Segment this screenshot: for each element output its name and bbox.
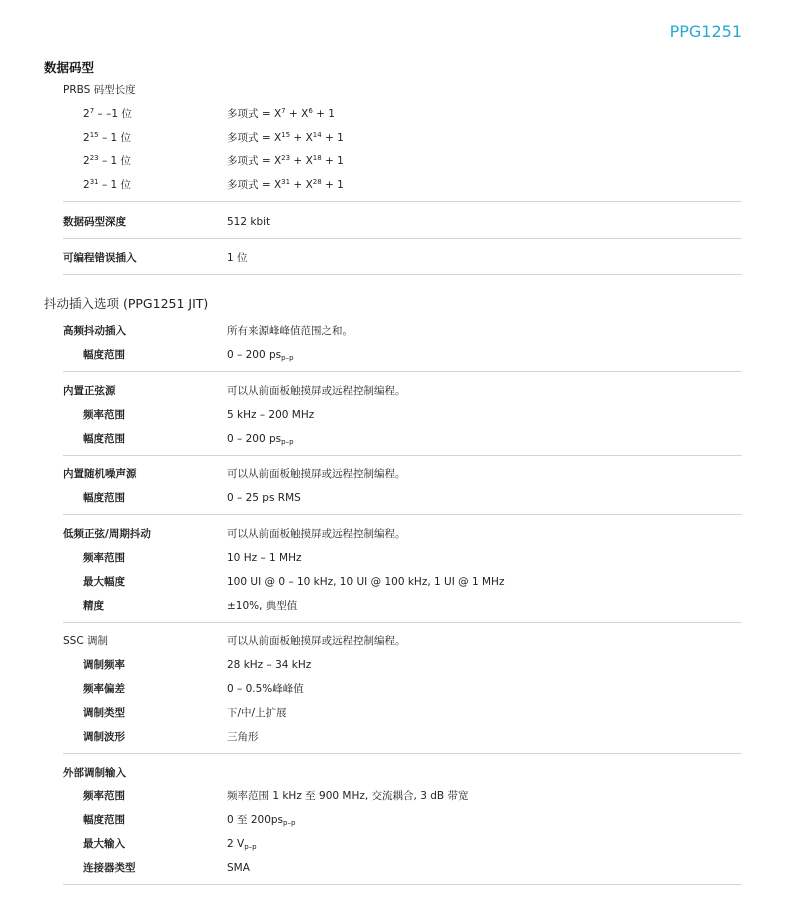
lf-acc-label: 精度 xyxy=(83,600,104,612)
prbs-length: $2^{23} - 1$ 位 xyxy=(83,154,132,167)
ssc-dev-value: 0 – 0.5%峰峰值 xyxy=(227,683,304,695)
sine-amp-row xyxy=(63,429,742,449)
prbs-row xyxy=(63,175,742,195)
section-title-jitter: 抖动插入选项 (PPG1251 JIT) xyxy=(44,296,209,311)
prbs-row xyxy=(63,151,742,171)
ext-freq-row xyxy=(63,786,742,806)
ext-max-value: 2 $V_{p-p}$ xyxy=(227,838,257,851)
ssc-freq-label: 调制频率 xyxy=(83,659,125,671)
ssc-freq-value: 28 kHz – 34 kHz xyxy=(227,659,312,671)
ext-conn-label: 连接器类型 xyxy=(83,862,136,874)
prbs-polynomial: 多项式 = $X^7 + X^6 + 1$ xyxy=(227,107,335,120)
prbs-polynomial: 多项式 = $X^{31} + X^{28} + 1$ xyxy=(227,178,344,191)
ssc-dev-row xyxy=(63,679,742,699)
prbs-length: $2^7 - -1$ 位 xyxy=(83,107,132,120)
noise-amp-row xyxy=(63,488,742,508)
prbs-length: $2^{15} - 1$ 位 xyxy=(83,131,132,144)
prbs-label: PRBS 码型长度 xyxy=(63,84,136,96)
ext-max-label: 最大输入 xyxy=(83,838,125,850)
hf-row xyxy=(63,321,742,341)
sine-row xyxy=(63,381,742,401)
depth-label: 数据码型深度 xyxy=(63,216,126,228)
noise-amp-value: 0 – 25 ps RMS xyxy=(227,492,301,504)
ext-amp-value: 0 至 $200ps_{p-p}$ xyxy=(227,814,296,827)
ext-conn-row xyxy=(63,858,742,878)
lf-value: 可以从前面板触摸屏或远程控制编程。 xyxy=(227,528,406,540)
error-value: 1 位 xyxy=(227,252,248,264)
lf-freq-label: 频率范围 xyxy=(83,552,125,564)
section-title-data-pattern: 数据码型 xyxy=(44,60,95,75)
ext-amp-label: 幅度范围 xyxy=(83,814,125,826)
lf-max-row xyxy=(63,572,742,592)
ext-row xyxy=(63,763,742,783)
divider xyxy=(63,238,742,239)
error-row xyxy=(63,248,742,268)
ssc-type-row xyxy=(63,703,742,723)
ssc-value: 可以从前面板触摸屏或远程控制编程。 xyxy=(227,635,406,647)
hf-amp-row xyxy=(63,345,742,365)
divider xyxy=(63,884,742,885)
noise-row xyxy=(63,464,742,484)
ssc-wave-label: 调制波形 xyxy=(83,731,125,743)
divider xyxy=(63,514,742,515)
prbs-length: $2^{31} - 1$ 位 xyxy=(83,178,132,191)
lf-max-value: 100 UI @ 0 – 10 kHz, 10 UI @ 100 kHz, 1 UI @ 1 MHz xyxy=(227,576,505,588)
sine-amp-label: 幅度范围 xyxy=(83,433,125,445)
sine-label: 内置正弦源 xyxy=(63,385,116,397)
divider xyxy=(63,455,742,456)
ssc-label: SSC 调制 xyxy=(63,635,108,647)
divider xyxy=(63,371,742,372)
sine-freq-value: 5 kHz – 200 MHz xyxy=(227,409,315,421)
ssc-wave-value: 三角形 xyxy=(227,731,259,743)
ext-conn-value: SMA xyxy=(227,862,250,874)
ext-label: 外部调制输入 xyxy=(63,767,126,779)
divider xyxy=(63,622,742,623)
ext-freq-label: 频率范围 xyxy=(83,790,125,802)
prbs-header-row xyxy=(63,80,742,100)
prbs-polynomial: 多项式 = $X^{15} + X^{14} + 1$ xyxy=(227,131,344,144)
ssc-row xyxy=(63,631,742,651)
noise-value: 可以从前面板触摸屏或远程控制编程。 xyxy=(227,468,406,480)
noise-label: 内置随机噪声源 xyxy=(63,468,137,480)
ssc-type-value: 下/中/上扩展 xyxy=(227,707,287,719)
prbs-row xyxy=(63,104,742,124)
divider xyxy=(63,274,742,275)
sine-freq-label: 频率范围 xyxy=(83,409,125,421)
sine-value: 可以从前面板触摸屏或远程控制编程。 xyxy=(227,385,406,397)
noise-amp-label: 幅度范围 xyxy=(83,492,125,504)
lf-row xyxy=(63,524,742,544)
ssc-wave-row xyxy=(63,727,742,747)
sine-freq-row xyxy=(63,405,742,425)
ssc-freq-row xyxy=(63,655,742,675)
model-name: PPG1251 xyxy=(669,22,742,41)
lf-acc-row xyxy=(63,596,742,616)
lf-acc-value: ±10%, 典型值 xyxy=(227,600,298,612)
hf-amp-value: 0 – 200 $ps_{p-p}$ xyxy=(227,349,294,362)
ext-freq-value: 频率范围 1 kHz 至 900 MHz, 交流耦合, 3 dB 带宽 xyxy=(227,790,469,802)
hf-amp-label: 幅度范围 xyxy=(83,349,125,361)
prbs-row xyxy=(63,128,742,148)
depth-row xyxy=(63,212,742,232)
ssc-dev-label: 频率偏差 xyxy=(83,683,125,695)
divider xyxy=(63,753,742,754)
hf-value: 所有来源峰峰值范围之和。 xyxy=(227,325,353,337)
hf-label: 高频抖动插入 xyxy=(63,325,126,337)
error-label: 可编程错误插入 xyxy=(63,252,137,264)
lf-max-label: 最大幅度 xyxy=(83,576,125,588)
divider xyxy=(63,201,742,202)
ext-amp-row xyxy=(63,810,742,830)
lf-freq-value: 10 Hz – 1 MHz xyxy=(227,552,302,564)
ext-max-row xyxy=(63,834,742,854)
sine-amp-value: 0 – 200 $ps_{p-p}$ xyxy=(227,433,294,446)
depth-value: 512 kbit xyxy=(227,216,271,228)
ssc-type-label: 调制类型 xyxy=(83,707,125,719)
prbs-polynomial: 多项式 = $X^{23} + X^{18} + 1$ xyxy=(227,154,344,167)
lf-freq-row xyxy=(63,548,742,568)
lf-label: 低频正弦/周期抖动 xyxy=(63,528,151,540)
